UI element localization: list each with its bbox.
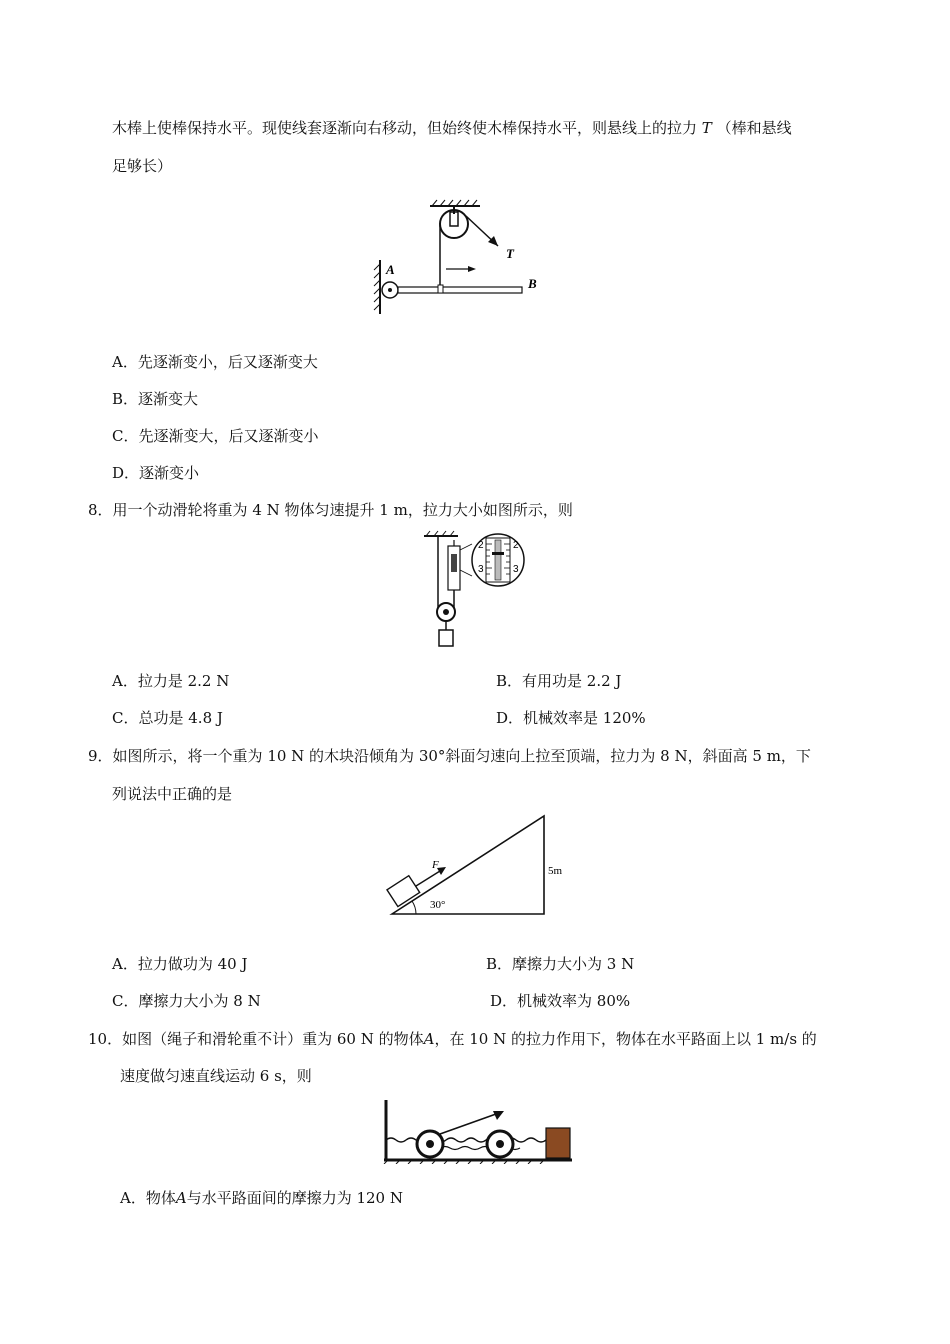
option-variable: A [175,1189,187,1207]
q9-incline-figure [378,810,578,922]
q8-option-c[interactable] [112,708,223,728]
q7-stem-text: 木棒上使棒保持水平。现使线套逐渐向右移动，但始终使木棒保持水平，则悬线上的拉力 [112,119,698,137]
option-text: 摩擦力大小为 8 N [138,992,261,1010]
option-key: C． [112,427,139,445]
q8-pulley-scale-figure [418,530,528,652]
q9-stem-line2: 列说法中正确的是 [112,785,233,803]
q10-stem-line1 [88,1029,817,1049]
q10-stem-line2: 速度做匀速直线运动 6 s，则 [120,1067,312,1085]
q10-stem-variable: A [423,1030,435,1048]
q9-option-c[interactable] [112,991,261,1011]
option-text: 机械效率为 80% [517,992,631,1010]
option-text: 拉力做功为 40 J [137,955,248,973]
q10-pulley-system-figure [380,1098,574,1164]
q8-scale-label: 3 [478,564,484,575]
option-key: D． [496,709,524,727]
q8-stem: 8．用一个动滑轮将重为 4 N 物体匀速提升 1 m，拉力大小如图所示，则 [88,501,573,519]
option-key: D． [112,464,140,482]
q7-stem-text-end: （棒和悬线 [716,119,792,137]
q9-option-d[interactable] [490,991,630,1011]
q7-option-a[interactable] [112,352,318,372]
q7-option-b[interactable] [112,389,198,409]
option-key: B． [496,672,523,690]
q7-stem-variable: T [701,119,712,137]
option-key: A． [112,672,138,690]
option-text: 先逐渐变大，后又逐渐变小 [138,427,319,445]
q8-scale-label: 2 [478,540,484,551]
option-text: 先逐渐变小，后又逐渐变大 [137,353,318,371]
option-key: B． [486,955,513,973]
q8-scale-label: 3 [513,564,519,575]
q9-option-a[interactable] [112,954,247,974]
q7-option-d[interactable] [112,463,199,483]
q8-option-b[interactable] [496,671,621,691]
q7-option-c[interactable] [112,426,319,446]
q9-label-angle: 30° [430,899,446,911]
q8-scale-label: 2 [513,540,519,551]
q9-stem-line1: 9．如图所示，将一个重为 10 N 的木块沿倾角为 30°斜面匀速向上拉至顶端，拉力为 8 N，斜面高 5 m，下 [88,747,811,765]
option-key: A． [112,955,138,973]
q7-lever-pulley-figure [370,198,550,318]
q8-option-a[interactable] [112,671,229,691]
q9-label-F: F [432,859,439,871]
option-text: 有用功是 2.2 J [522,672,622,690]
q7-label-B: B [528,276,537,291]
q9-label-height: 5m [548,865,563,877]
option-text: 摩擦力大小为 3 N [512,955,635,973]
q10-stem-text: 10．如图（绳子和滑轮重不计）重为 60 N 的物体 [88,1030,424,1048]
q10-option-a[interactable] [120,1188,403,1208]
option-text: 逐渐变大 [138,390,199,408]
option-text-end: 与水平路面间的摩擦力为 120 N [186,1189,403,1207]
q7-label-T: T [506,246,514,261]
option-key: C． [112,992,139,1010]
option-text: 拉力是 2.2 N [137,672,230,690]
option-key: B． [112,390,139,408]
q7-stem-line2: 足够长） [112,157,173,175]
option-key: D． [490,992,518,1010]
q9-option-b[interactable] [486,954,634,974]
option-key: C． [112,709,139,727]
option-text: 总功是 4.8 J [138,709,223,727]
option-text: 逐渐变小 [139,464,200,482]
q7-label-A: A [386,262,395,277]
q8-option-d[interactable] [496,708,646,728]
option-key: A． [112,353,138,371]
option-text: 机械效率是 120% [523,709,646,727]
option-text: 物体 [145,1189,176,1207]
q10-stem-text-end: ，在 10 N 的拉力作用下，物体在水平路面上以 1 m/s 的 [434,1030,817,1048]
q7-stem-line1 [112,118,792,138]
option-key: A． [120,1189,146,1207]
